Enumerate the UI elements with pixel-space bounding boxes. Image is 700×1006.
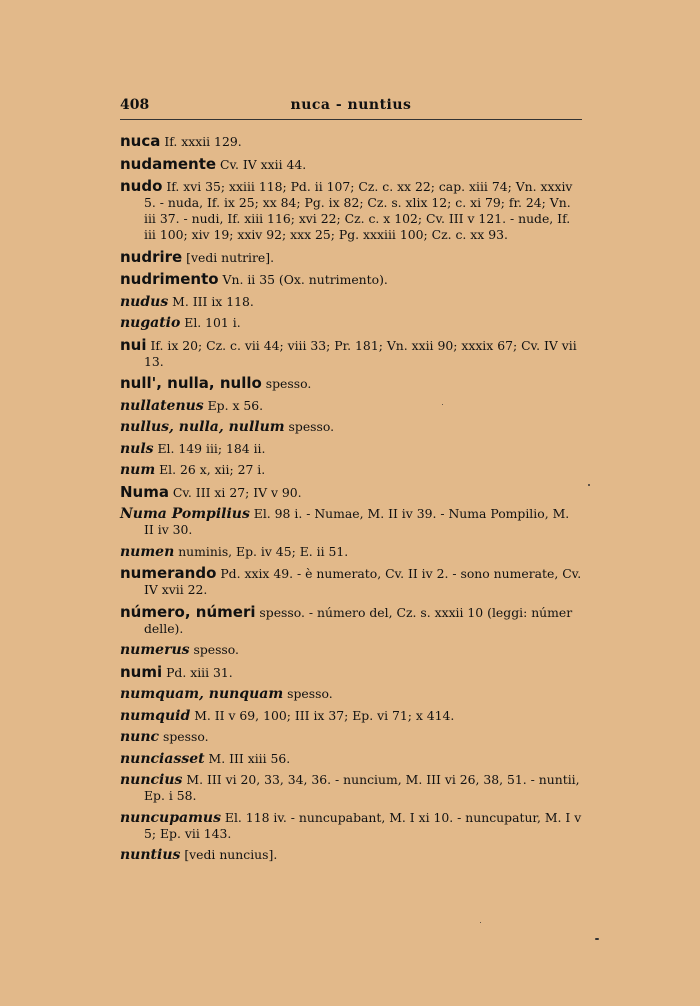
paper-speck xyxy=(595,938,599,940)
dictionary-entry xyxy=(120,642,582,658)
entry-references: numinis, Ep. iv 45; E. ii 51. xyxy=(174,543,349,559)
entry-references: M. III ix 118. xyxy=(168,293,254,309)
entry-references: spesso. xyxy=(189,642,239,657)
entry-references: M. III vi 20, 33, 34, 36. - nuncium, M. III vi 26, 38, 51. - nuntii, Ep. i 58. xyxy=(144,772,580,803)
entry-references: spesso. - número del, Cz. s. xxxii 10 (leggi: númer delle). xyxy=(144,604,573,636)
entry-references: M. II v 69, 100; III ix 37; Ep. vi 71; x 414. xyxy=(190,707,455,723)
running-head: nuca - nuntius xyxy=(290,97,412,113)
dictionary-entry xyxy=(120,398,582,414)
entry-headword: nullatenus xyxy=(120,397,204,414)
dictionary-entry xyxy=(120,484,582,501)
dictionary-entry xyxy=(120,604,582,637)
entry-headword: nui xyxy=(120,335,147,354)
entry-headword: nudrimento xyxy=(120,270,219,288)
dictionary-entry xyxy=(120,565,582,598)
dictionary-entry xyxy=(120,729,582,745)
entry-headword: null', nulla, nullo xyxy=(120,374,262,392)
entry-headword: num xyxy=(120,462,156,478)
dictionary-entry xyxy=(120,664,582,681)
entry-headword: nuls xyxy=(120,440,154,457)
entry-headword: nudamente xyxy=(120,154,217,173)
dictionary-entry xyxy=(120,315,582,331)
entry-references: El. 149 iii; 184 ii. xyxy=(153,440,266,456)
dictionary-entry xyxy=(120,156,582,173)
entry-references: Cv. IV xxii 44. xyxy=(216,156,307,172)
entry-headword: número, númeri xyxy=(120,602,256,621)
page-number: 408 xyxy=(120,97,150,113)
page-header xyxy=(120,97,582,117)
entry-headword: nuncupamus xyxy=(120,809,221,826)
dictionary-entry xyxy=(120,772,582,804)
entry-references: Pd. xiii 31. xyxy=(162,664,233,680)
dictionary-entry xyxy=(120,271,582,288)
entry-headword: numerando xyxy=(120,564,217,582)
entry-headword: nunc xyxy=(120,729,160,745)
dictionary-entry xyxy=(120,441,582,457)
dictionary-entry xyxy=(120,178,582,243)
entry-headword: numerus xyxy=(120,642,190,658)
dictionary-entry xyxy=(120,751,582,767)
dictionary-entry xyxy=(120,375,582,392)
dictionary-entry xyxy=(120,506,582,538)
dictionary-entry xyxy=(120,419,582,435)
entry-headword: Numa Pompilius xyxy=(120,506,250,522)
dictionary-entry xyxy=(120,686,582,702)
entry-references: spesso. xyxy=(159,729,209,744)
entry-headword: numquid xyxy=(120,707,191,724)
entry-headword: nuca xyxy=(120,132,161,150)
entry-references: spesso. xyxy=(284,419,335,434)
dictionary-entry xyxy=(120,337,582,370)
entry-headword: numi xyxy=(120,662,163,681)
paper-speck xyxy=(442,404,443,405)
dictionary-entry xyxy=(120,708,582,724)
entry-headword: numquam, nunquam xyxy=(120,686,284,702)
entry-references: El. 118 iv. - nuncupabant, M. I xi 10. - nuncupatur, M. I v 5; Ep. vii 143. xyxy=(144,809,582,841)
entry-references: If. xxxii 129. xyxy=(160,134,242,149)
entry-references: El. 98 i. - Numae, M. II iv 39. - Numa Pompilio, M. II iv 30. xyxy=(144,506,570,537)
entry-references: [vedi nuncius]. xyxy=(180,847,278,862)
entry-references: Pd. xxix 49. - è numerato, Cv. II iv 2. - sono numerate, Cv. IV xvii 22. xyxy=(144,566,582,597)
entry-references: [vedi nutrire]. xyxy=(182,249,275,265)
entry-references: El. 26 x, xii; 27 i. xyxy=(155,462,266,477)
entry-headword: nunciasset xyxy=(120,750,205,767)
dictionary-entry xyxy=(120,294,582,310)
entry-references: If. ix 20; Cz. c. vii 44; viii 33; Pr. 181; Vn. xxii 90; xxxix 67; Cv. IV vii 13. xyxy=(144,337,577,369)
header-rule xyxy=(120,119,582,120)
entry-headword: nullus, nulla, nullum xyxy=(120,419,285,435)
dictionary-entry xyxy=(120,544,582,560)
dictionary-entry xyxy=(120,847,582,863)
paper-speck xyxy=(480,922,481,923)
entry-references: Cv. III xi 27; IV v 90. xyxy=(168,484,302,500)
dictionary-entry xyxy=(120,810,582,842)
entry-headword: nudus xyxy=(120,293,169,310)
entry-references: M. III xiii 56. xyxy=(204,750,291,766)
entry-references: Ep. x 56. xyxy=(203,397,264,413)
dictionary-entry xyxy=(120,249,582,266)
paper-speck xyxy=(588,484,590,486)
dictionary-entry xyxy=(120,133,582,150)
entry-references: Vn. ii 35 (Ox. nutrimento). xyxy=(218,272,388,287)
entry-headword: nuntius xyxy=(120,847,181,863)
entry-headword: nuncius xyxy=(120,772,183,788)
entry-references: spesso. xyxy=(283,686,333,701)
entry-headword: Numa xyxy=(120,482,169,501)
dictionary-entries xyxy=(120,133,582,869)
dictionary-entry xyxy=(120,462,582,478)
entry-references: spesso. xyxy=(261,376,312,391)
entry-headword: nudrire xyxy=(120,247,183,266)
entry-references: El. 101 i. xyxy=(180,315,241,330)
entry-headword: nugatio xyxy=(120,315,181,331)
entry-references: If. xvi 35; xxiii 118; Pd. ii 107; Cz. c. xx 22; cap. xiii 74; Vn. xxxiv 5. - nuda, If. ix 25; xx 84; Pg. ix 82; Cz. s. xlix 12; c. xi 79; fr. 24; Vn. iii 37. - nudi, If. xiii 116; xvi 22; Cz. c. x 102; Cv. III v 121. - nude, If. iii 100; xiv 19; xxiv 92; xxx 25; Pg. xxxiii 100; Cz. c. xx 93. xyxy=(144,179,573,242)
entry-headword: numen xyxy=(120,543,175,560)
entry-headword: nudo xyxy=(120,177,163,195)
